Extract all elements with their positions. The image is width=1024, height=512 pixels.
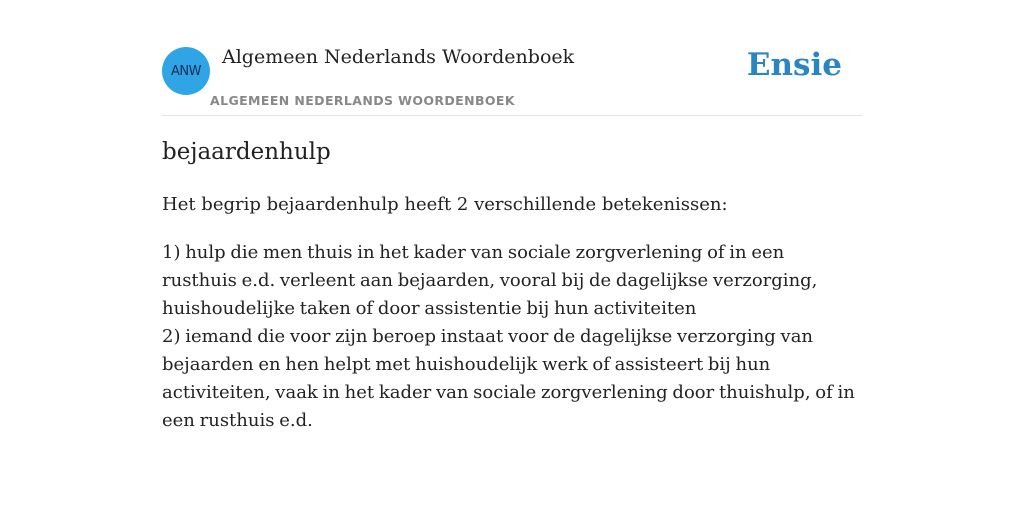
definition-item: 1) hulp die men thuis in het kader van sociale zorgverlening of in een rusthuis e.d. verleent aan bejaarden, vooral bij de dagelijkse verzorging, huishoudelijke taken of door assistentie bij hun activiteiten	[162, 242, 818, 319]
definition-item: 2) iemand die voor zijn beroep instaat voor de dagelijkse verzorging van bejaarden en hen helpt met huishoudelijk werk of assisteert bij hun activiteiten, vaak in het kader van sociale zorgverlening door thuishulp, of in een rusthuis e.d.	[162, 326, 855, 431]
site-subtitle: ALGEMEEN NEDERLANDS WOORDENBOEK	[210, 93, 515, 108]
entry-word: bejaardenhulp	[162, 139, 331, 165]
anw-logo-icon[interactable]	[162, 47, 210, 95]
logo-text: ANW	[171, 63, 201, 79]
ensie-brand-logo[interactable]: Ensie	[746, 47, 842, 83]
site-title[interactable]: Algemeen Nederlands Woordenboek	[222, 46, 575, 68]
definition-list	[162, 239, 862, 435]
page-container	[162, 0, 862, 431]
entry-intro: Het begrip bejaardenhulp heeft 2 verschillende betekenissen:	[162, 194, 728, 215]
site-header	[162, 0, 862, 116]
